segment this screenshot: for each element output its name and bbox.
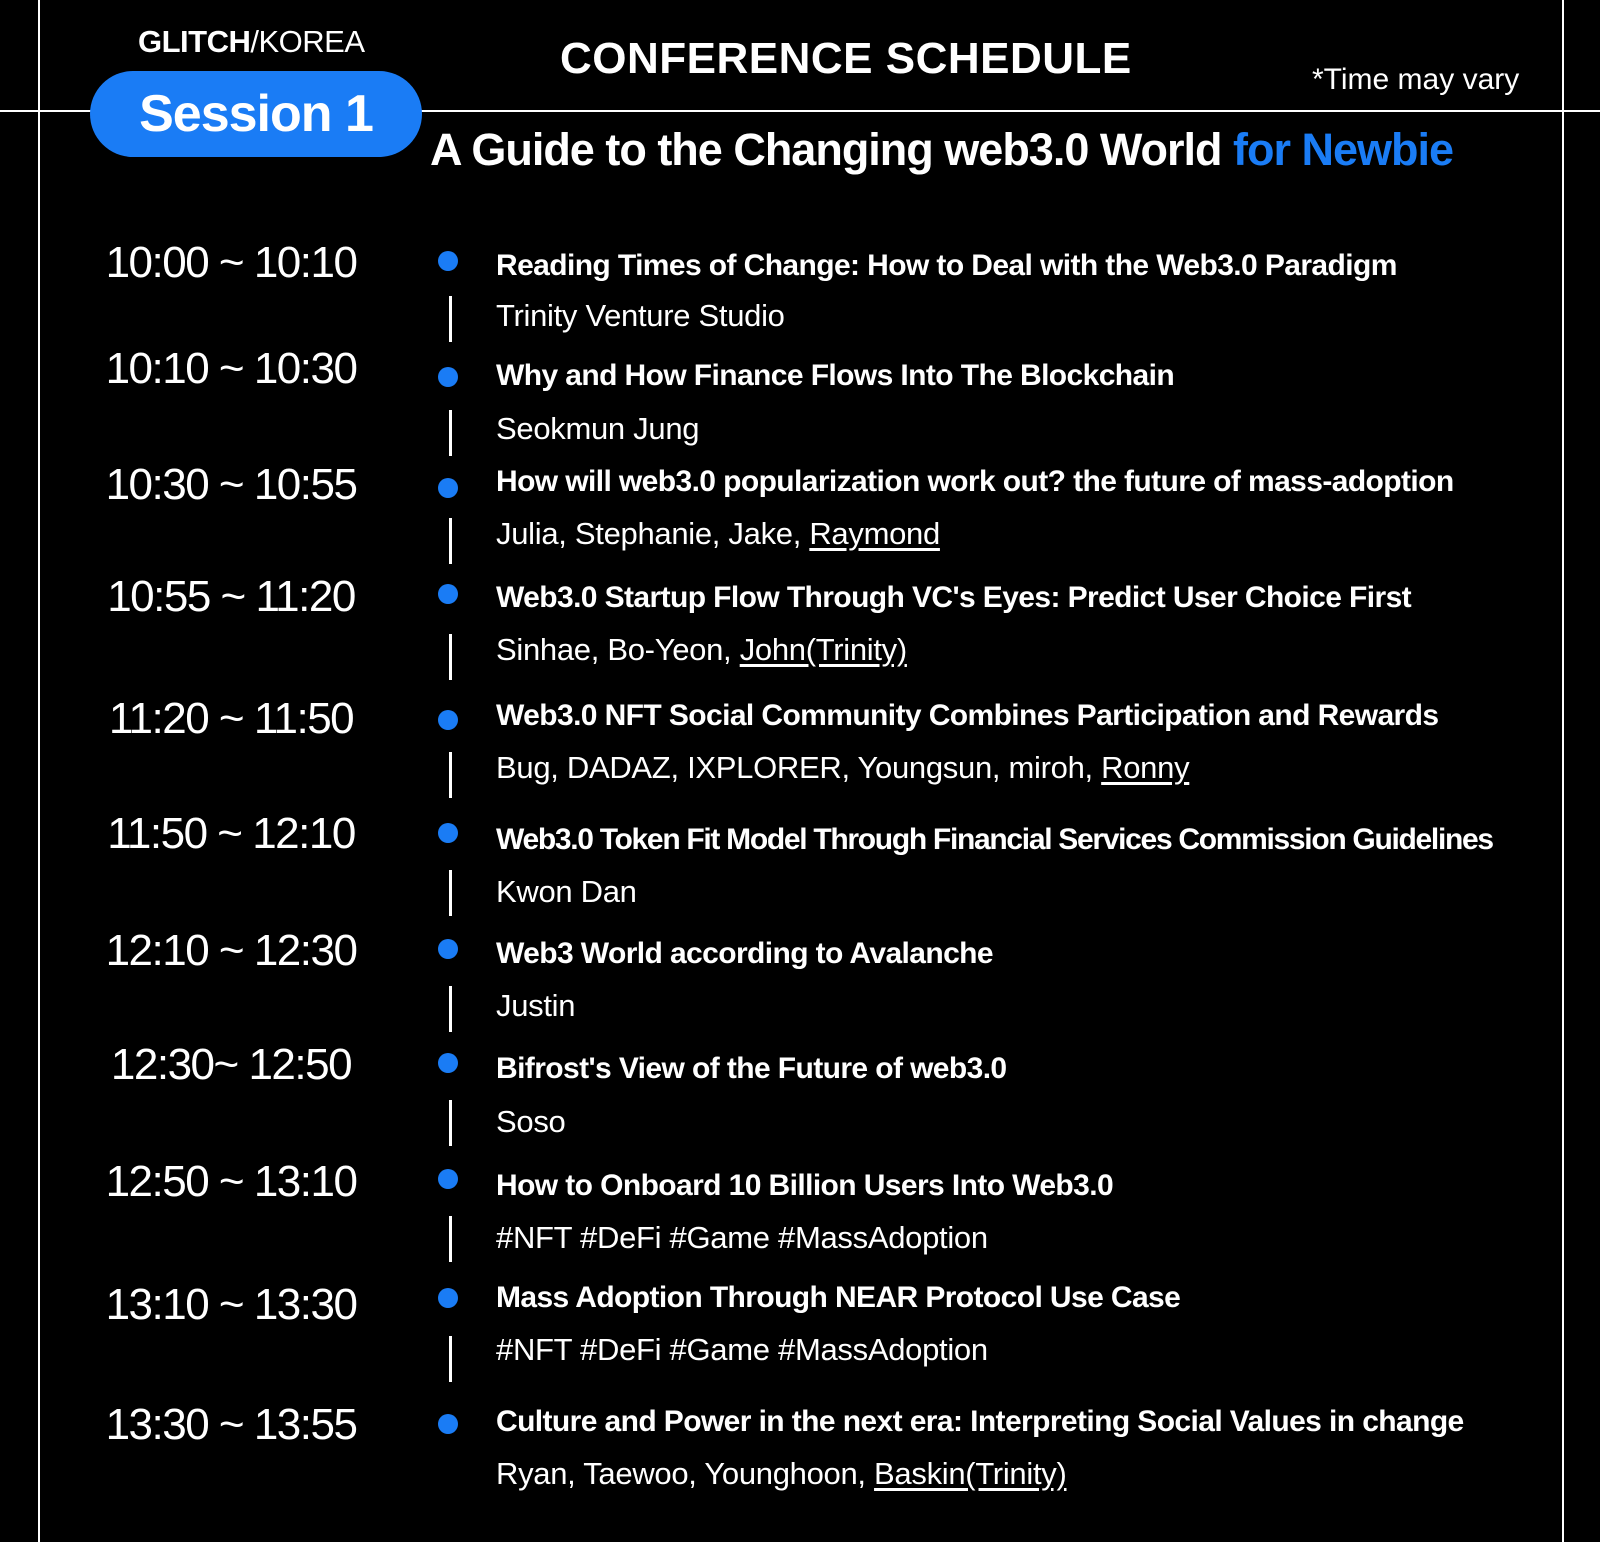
schedule-time: 12:10 ~ 12:30 [105, 926, 357, 975]
talk-title: Web3.0 NFT Social Community Combines Participation and Rewards [496, 699, 1439, 732]
timeline-connector [449, 634, 452, 680]
talk-speakers: #NFT #DeFi #Game #MassAdoption [496, 1220, 988, 1255]
session-subtitle [430, 122, 1453, 178]
talk-speakers: Kwon Dan [496, 874, 637, 909]
talk-speakers: Seokmun Jung [496, 411, 700, 446]
bullet-dot [438, 1053, 458, 1073]
talk-title: Web3 World according to Avalanche [496, 937, 993, 970]
schedule-time: 12:50 ~ 13:10 [105, 1157, 357, 1206]
talk-speakers: Bug, DADAZ, IXPLORER, Youngsun, miroh, Ronny [496, 750, 1190, 785]
speaker-link: John(Trinity) [739, 632, 907, 667]
timeline-connector [449, 1216, 452, 1262]
talk-title: Web3.0 Token Fit Model Through Financial Services Commission Guidelines [496, 823, 1493, 856]
timeline-connector [449, 752, 452, 798]
talk-title: Reading Times of Change: How to Deal with the Web3.0 Paradigm [496, 249, 1397, 282]
bullet-dot [438, 584, 458, 604]
frame-right-line [1562, 0, 1564, 1542]
bullet-dot [438, 478, 458, 498]
speaker-link: Ronny [1101, 750, 1190, 785]
timeline-connector [449, 1336, 452, 1382]
schedule-time: 10:55 ~ 11:20 [107, 572, 355, 621]
talk-title: How to Onboard 10 Billion Users Into Web3.0 [496, 1169, 1114, 1202]
subtitle-accent: for Newbie [1233, 124, 1454, 175]
speaker-link: Baskin(Trinity) [874, 1456, 1067, 1491]
talk-title: Why and How Finance Flows Into The Blockchain [496, 359, 1175, 392]
schedule-time: 11:20 ~ 11:50 [108, 694, 354, 743]
bullet-dot [438, 939, 458, 959]
talk-title: Culture and Power in the next era: Interpreting Social Values in change [496, 1405, 1464, 1438]
timeline-connector [449, 1100, 452, 1146]
talk-speakers: Julia, Stephanie, Jake, Raymond [496, 516, 940, 551]
timeline-connector [449, 518, 452, 564]
brand-main: GLITCH [138, 24, 251, 59]
session-badge: Session 1 [90, 71, 422, 157]
talk-speakers: Ryan, Taewoo, Younghoon, Baskin(Trinity) [496, 1456, 1067, 1491]
bullet-dot [438, 367, 458, 387]
bullet-dot [438, 710, 458, 730]
page-title: CONFERENCE SCHEDULE [560, 34, 1132, 83]
schedule-time: 10:30 ~ 10:55 [105, 460, 357, 509]
brand-logo [138, 24, 365, 60]
bullet-dot [438, 1288, 458, 1308]
brand-suffix: /KOREA [250, 24, 365, 59]
talk-title: How will web3.0 popularization work out? the future of mass-adoption [496, 465, 1454, 498]
talk-title: Bifrost's View of the Future of web3.0 [496, 1052, 1007, 1085]
frame-left-line [38, 0, 40, 1542]
talk-title: Mass Adoption Through NEAR Protocol Use Case [496, 1281, 1181, 1314]
frame-top-line-left [0, 110, 100, 112]
schedule-time: 13:30 ~ 13:55 [105, 1400, 357, 1449]
schedule-time: 12:30~ 12:50 [110, 1040, 352, 1089]
talk-title: Web3.0 Startup Flow Through VC's Eyes: Predict User Choice First [496, 581, 1412, 614]
timeline-connector [449, 410, 452, 456]
bullet-dot [438, 823, 458, 843]
schedule-time: 10:00 ~ 10:10 [105, 238, 357, 287]
talk-speakers: #NFT #DeFi #Game #MassAdoption [496, 1332, 988, 1367]
timeline-connector [449, 296, 452, 342]
bullet-dot [438, 251, 458, 271]
schedule-time: 11:50 ~ 12:10 [107, 809, 355, 858]
subtitle-main: A Guide to the Changing web3.0 World [430, 124, 1234, 175]
bullet-dot [438, 1169, 458, 1189]
talk-speakers: Sinhae, Bo-Yeon, John(Trinity) [496, 632, 907, 667]
talk-speakers: Soso [496, 1104, 566, 1139]
timeline-connector [449, 986, 452, 1032]
bullet-dot [438, 1414, 458, 1434]
speaker-link: Raymond [809, 516, 940, 551]
talk-speakers: Trinity Venture Studio [496, 298, 785, 333]
frame-top-line-right [418, 110, 1600, 112]
timeline-connector [449, 870, 452, 916]
schedule-time: 13:10 ~ 13:30 [105, 1280, 357, 1329]
schedule-time: 10:10 ~ 10:30 [105, 344, 357, 393]
talk-speakers: Justin [496, 988, 576, 1023]
time-note: *Time may vary [1312, 63, 1520, 96]
